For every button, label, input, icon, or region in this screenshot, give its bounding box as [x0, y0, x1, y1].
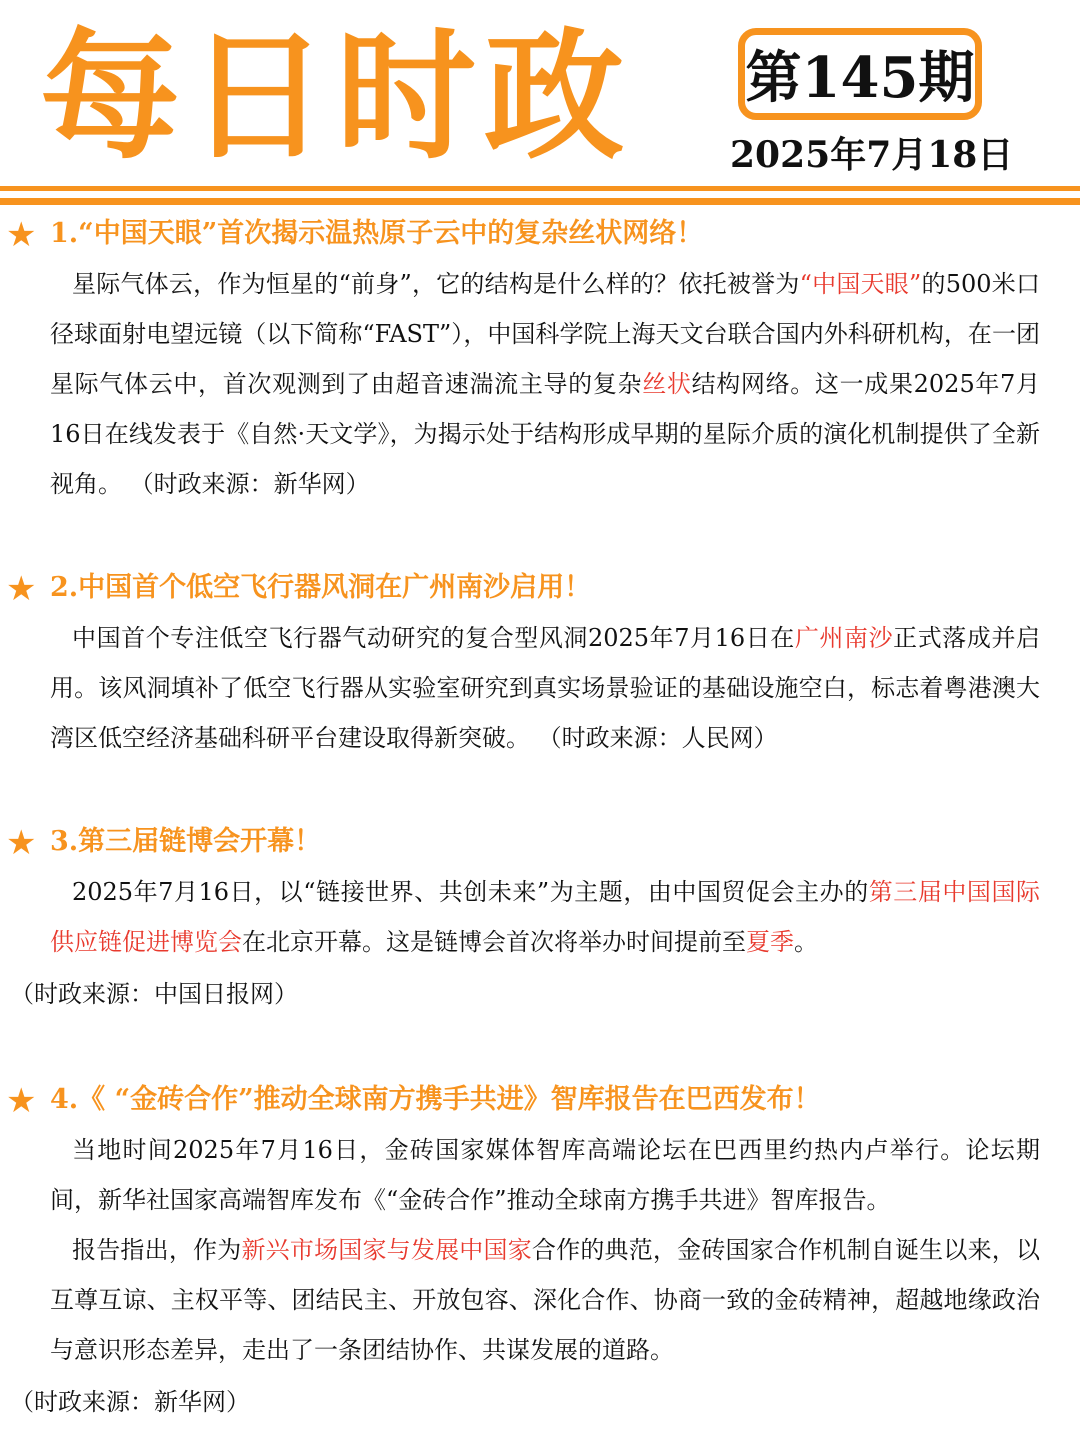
news-headline	[0, 819, 1080, 865]
body-text: 的500米口径球面射电望远镜（以下简称“FAST”），中国科学院上海天文台联合国内外科研机构，在一团星际气体云中，首次观测到了由超音速湍流主导的复杂	[50, 270, 1040, 398]
news-paragraph	[50, 259, 1040, 509]
star-icon: ★	[6, 569, 37, 609]
issue-date: 2025年7月18日	[730, 134, 1014, 176]
headline-text: 4.《 “金砖合作”推动全球南方携手共进》智库报告在巴西发布！	[50, 1084, 821, 1115]
news-body	[50, 1125, 1040, 1375]
news-headline	[0, 565, 1080, 611]
news-paragraph	[50, 867, 1040, 967]
news-body	[50, 259, 1040, 509]
highlight-text: “中国天眼”	[799, 270, 922, 298]
news-item-4	[0, 1077, 1080, 1427]
highlight-text: 夏季	[746, 928, 794, 956]
body-text: 中国首个专注低空飞行器气动研究的复合型风洞2025年7月16日在	[72, 624, 795, 652]
highlight-text: 广州南沙	[794, 624, 894, 652]
news-body	[50, 867, 1040, 967]
headline-text: 1.“中国天眼”首次揭示温热原子云中的复杂丝状网络！	[50, 218, 704, 249]
star-icon: ★	[6, 1081, 37, 1121]
body-text: 当地时间2025年7月16日，金砖国家媒体智库高端论坛在巴西里约热内卢举行。论坛期间，新华社国家高端智库发布《“金砖合作”推动全球南方携手共进》智库报告。	[50, 1136, 1040, 1214]
issue-number-badge: 第145期	[738, 28, 982, 120]
body-text: 在北京开幕。这是链博会首次将举办时间提前至	[242, 928, 746, 956]
star-icon: ★	[6, 215, 37, 255]
headline-text: 3.第三届链博会开幕！	[50, 826, 322, 857]
news-headline	[0, 1077, 1080, 1123]
news-source: （时政来源：新华网）	[10, 1388, 250, 1416]
news-item-3	[0, 819, 1080, 1019]
news-headline	[0, 211, 1080, 257]
header-divider-thin	[0, 186, 1080, 191]
highlight-text: 第三届中国国际供应链促进博览会	[50, 878, 1040, 956]
star-icon: ★	[6, 823, 37, 863]
news-paragraph	[50, 1125, 1040, 1225]
news-body	[50, 613, 1040, 763]
news-paragraph	[50, 613, 1040, 763]
body-text: 正式落成并启用。该风洞填补了低空飞行器从实验室研究到真实场景验证的基础设施空白，标志着粤港澳大湾区低空经济基础科研平台建设取得新突破。 （时政来源：人民网）	[50, 624, 1041, 752]
masthead-title: 每日时政	[40, 16, 633, 179]
masthead	[0, 0, 1080, 200]
body-text: 。	[794, 928, 818, 956]
body-text: 结构网络。这一成果2025年7月16日在线发表于《自然·天文学》，为揭示处于结构形成早期的星际介质的演化机制提供了全新视角。 （时政来源：新华网）	[50, 370, 1041, 498]
body-text: 星际气体云，作为恒星的“前身”，它的结构是什么样的？依托被誉为	[72, 270, 800, 298]
headline-text: 2.中国首个低空飞行器风洞在广州南沙启用！	[50, 572, 592, 603]
news-item-2	[0, 565, 1080, 763]
body-text: 2025年7月16日，以“链接世界、共创未来”为主题，由中国贸促会主办的	[72, 878, 869, 906]
news-source: （时政来源：中国日报网）	[10, 980, 298, 1008]
highlight-text: 新兴市场国家与发展中国家	[241, 1236, 532, 1264]
header-divider-thick	[0, 198, 1080, 205]
highlight-text: 丝状	[642, 370, 692, 398]
body-text: 合作的典范，金砖国家合作机制自诞生以来，以互尊互谅、主权平等、团结民主、开放包容、深化合作、协商一致的金砖精神，超越地缘政治与意识形态差异，走出了一条团结协作、共谋发展的道路。	[50, 1236, 1041, 1364]
body-text: 报告指出，作为	[72, 1236, 242, 1264]
news-paragraph	[50, 1225, 1040, 1375]
news-item-1	[0, 211, 1080, 509]
